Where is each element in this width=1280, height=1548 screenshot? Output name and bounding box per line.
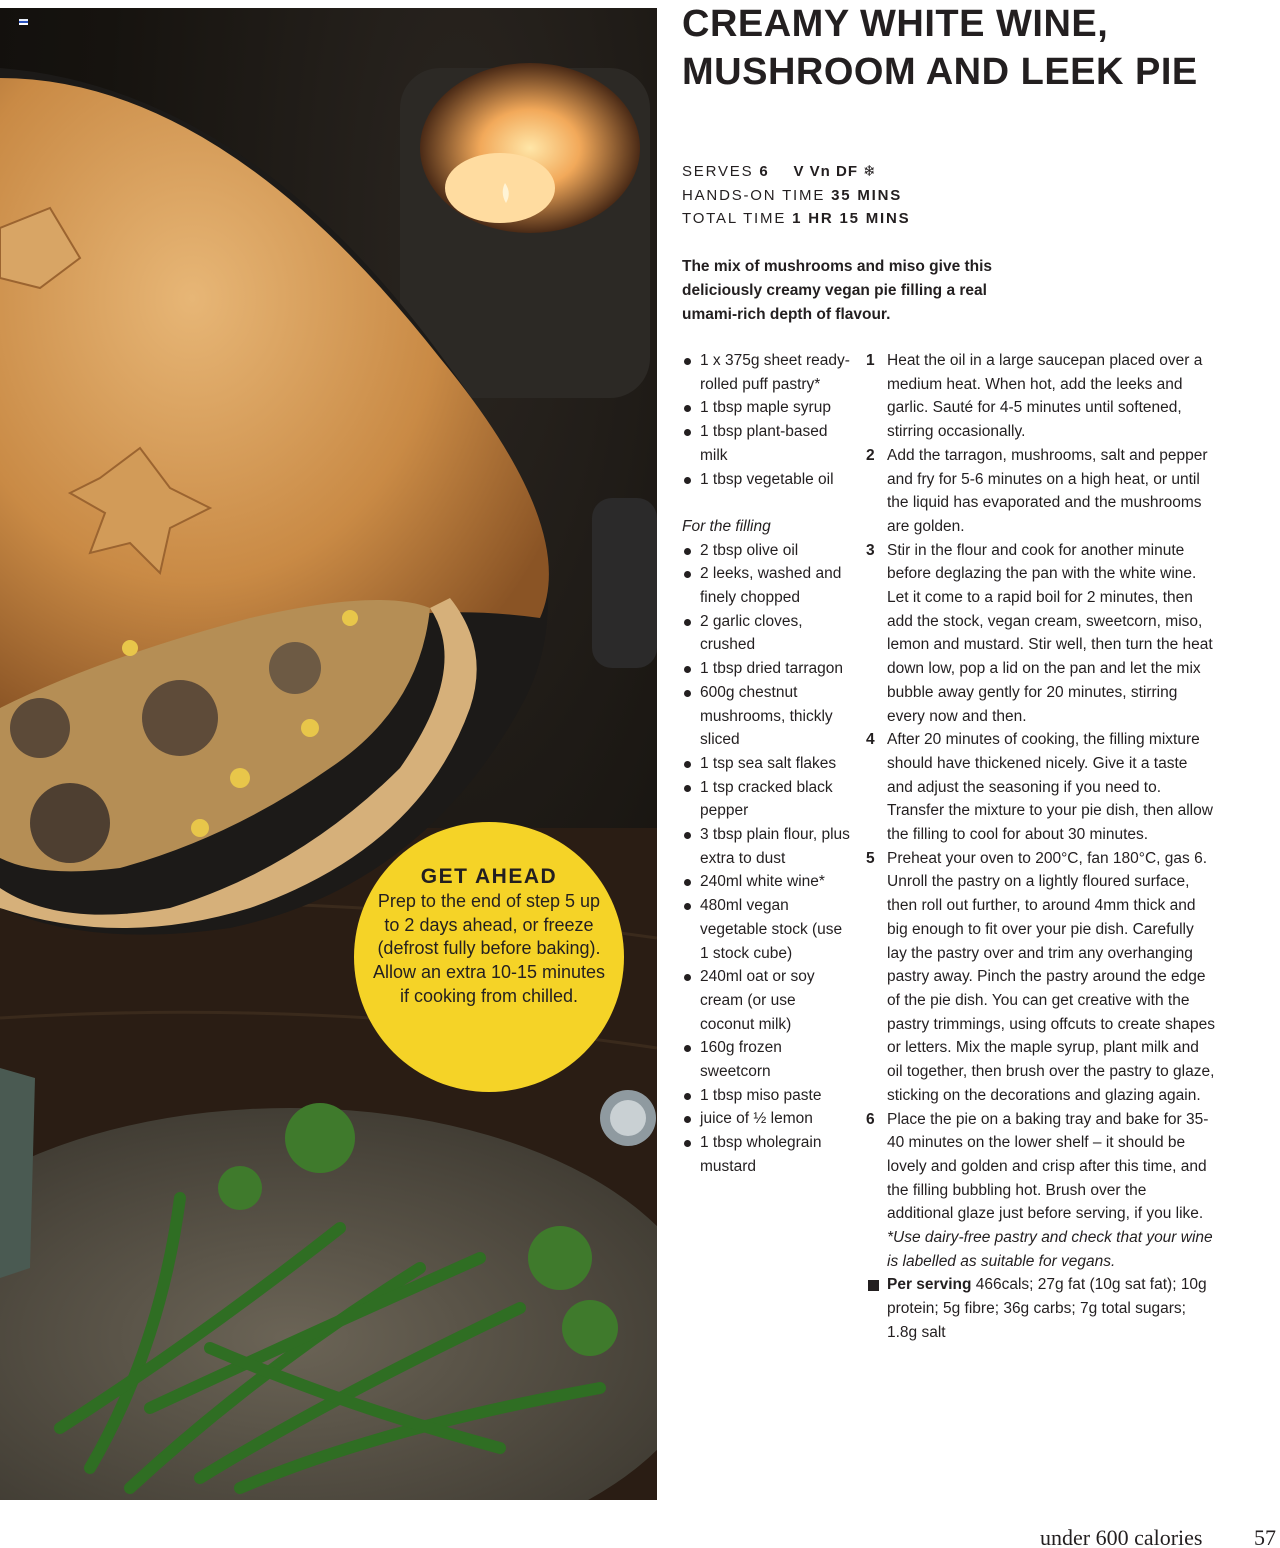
step-text: After 20 minutes of cooking, the filling mixture should have thickened nicely. Give it a taste and adjust the seasoning if you need to. Transfer the mixture to your pie dish, then allow the filling to cool for about 30 minutes.: [887, 731, 1213, 844]
method-step: [866, 349, 1216, 444]
step-number: 2: [866, 446, 875, 464]
serves-value: 6: [759, 163, 770, 180]
ingredient-item: 2 leeks, washed and finely chopped: [682, 562, 854, 609]
hands-on-value: 35 MINS: [831, 186, 903, 204]
ingredient-item: 1 tsp cracked black pepper: [682, 776, 854, 823]
get-ahead-heading: GET AHEAD: [420, 865, 558, 888]
ingredient-item: 1 x 375g sheet ready-rolled puff pastry*: [682, 349, 854, 396]
page-number: 57: [1254, 1525, 1276, 1548]
footer-section: under 600 calories: [1040, 1525, 1203, 1548]
method-step: [866, 1108, 1216, 1227]
ingredient-item: 2 tbsp olive oil: [682, 539, 854, 563]
step-number: 5: [866, 849, 875, 867]
ingredient-item: 240ml white wine*: [682, 870, 854, 894]
ingredient-item: 600g chestnut mushrooms, thickly sliced: [682, 681, 854, 752]
ingredient-item: 240ml oat or soy cream (or use coconut milk): [682, 965, 854, 1036]
total-time-label: TOTAL TIME: [682, 210, 787, 227]
method-step: [866, 444, 1216, 539]
filling-heading: For the filling: [682, 517, 771, 535]
vegan-note: *Use dairy-free pastry and check that your wine is labelled as suitable for vegans.: [887, 1229, 1213, 1270]
step-text: Stir in the flour and cook for another minute before deglazing the pan with the white wine. Let it come to a rapid boil for 2 minutes, then add the stock, vegan cream, sweetcorn, miso, lemon and mustard. Stir well, then turn the heat down low, pop a lid on the pan and let the mix bubble away gently for 20 minutes, stirring every now and then.: [887, 541, 1213, 725]
ingredient-item: 1 tbsp dried tarragon: [682, 657, 854, 681]
recipe-meta: [682, 160, 910, 231]
serves-line: [682, 160, 910, 184]
recipe-title: CREAMY WHITE WINE, MUSHROOM AND LEEK PIE: [682, 3, 1198, 93]
flag-icon: [19, 19, 28, 25]
filling-ingredients: [682, 539, 854, 1179]
pastry-ingredients: [682, 349, 854, 491]
ingredient-item: 1 tbsp plant-based milk: [682, 420, 854, 467]
ingredient-item: juice of ½ lemon: [682, 1107, 854, 1131]
ingredient-item: 480ml vegan vegetable stock (use 1 stock cube): [682, 894, 854, 965]
nutrition-text: 466cals; 27g fat (10g sat fat); 10g protein; 5g fibre; 36g carbs; 7g total sugars; 1.8g salt: [887, 1276, 1207, 1341]
ingredient-item: 160g frozen sweetcorn: [682, 1036, 854, 1083]
get-ahead-callout: [354, 822, 624, 1092]
step-number: 6: [866, 1110, 875, 1128]
step-text: Heat the oil in a large saucepan placed over a medium heat. When hot, add the leeks and garlic. Sauté for 4-5 minutes until softened, stirring occasionally.: [887, 352, 1203, 441]
ingredients-list: [682, 349, 854, 1179]
diet-badges: V Vn DF ❄: [793, 163, 877, 180]
ingredient-item: 2 garlic cloves, crushed: [682, 610, 854, 657]
nutrition-label: Per serving: [887, 1276, 972, 1294]
serves-label: SERVES: [682, 163, 754, 180]
ingredient-item: 1 tbsp vegetable oil: [682, 468, 854, 492]
recipe-photo: [0, 8, 657, 1500]
method-step: [866, 539, 1216, 729]
get-ahead-text: Prep to the end of step 5 up to 2 days ahead, or freeze (defrost fully before baking). Allow an extra 10-15 minutes if cooking from chilled.: [372, 891, 606, 1006]
method-step: [866, 728, 1216, 847]
step-text: Place the pie on a baking tray and bake for 35-40 minutes on the lower shelf – it should be lovely and golden and crisp after this time, and the filling bubbling hot. Brush over the additional glaze just before serving, if you like.: [887, 1110, 1209, 1223]
ingredient-item: 1 tbsp maple syrup: [682, 396, 854, 420]
hands-on-label: HANDS-ON TIME: [682, 186, 826, 204]
step-number: 1: [866, 352, 875, 369]
total-time-value: 1 HR 15 MINS: [792, 210, 911, 227]
step-number: 3: [866, 541, 875, 559]
step-text: Preheat your oven to 200°C, fan 180°C, gas 6. Unroll the pastry on a lightly floured surface, then roll out further, to around 4mm thick and big enough to fit over your pie dish. Carefully lay the pastry over and trim any overhanging pastry away. Pinch the pastry around the edge of the pie dish. You can get creative with the pastry trimmings, using offcuts to create shapes or letters. Mix the maple syrup, plant milk and oil together, then brush over the pastry to glaze, sticking on the decorations and glazing again.: [887, 849, 1215, 1104]
pie-photo-illustration: [0, 8, 657, 1500]
total-time-line: [682, 207, 910, 231]
square-bullet-icon: [868, 1280, 879, 1291]
recipe-intro: The mix of mushrooms and miso give this deliciously creamy vegan pie filling a real umami-rich depth of flavour.: [682, 258, 993, 323]
step-number: 4: [866, 731, 875, 749]
ingredient-item: 1 tsp sea salt flakes: [682, 752, 854, 776]
hands-on-line: [682, 184, 910, 208]
ingredient-item: 1 tbsp miso paste: [682, 1084, 854, 1108]
ingredient-item: 1 tbsp wholegrain mustard: [682, 1131, 854, 1178]
method-step: [866, 847, 1216, 1108]
ingredient-item: 3 tbsp plain flour, plus extra to dust: [682, 823, 854, 870]
method-steps: [866, 349, 1216, 1345]
nutrition-info: [866, 1273, 1216, 1344]
step-text: Add the tarragon, mushrooms, salt and pepper and fry for 5-6 minutes on a high heat, or until the liquid has evaporated and the mushrooms are golden.: [887, 446, 1208, 535]
